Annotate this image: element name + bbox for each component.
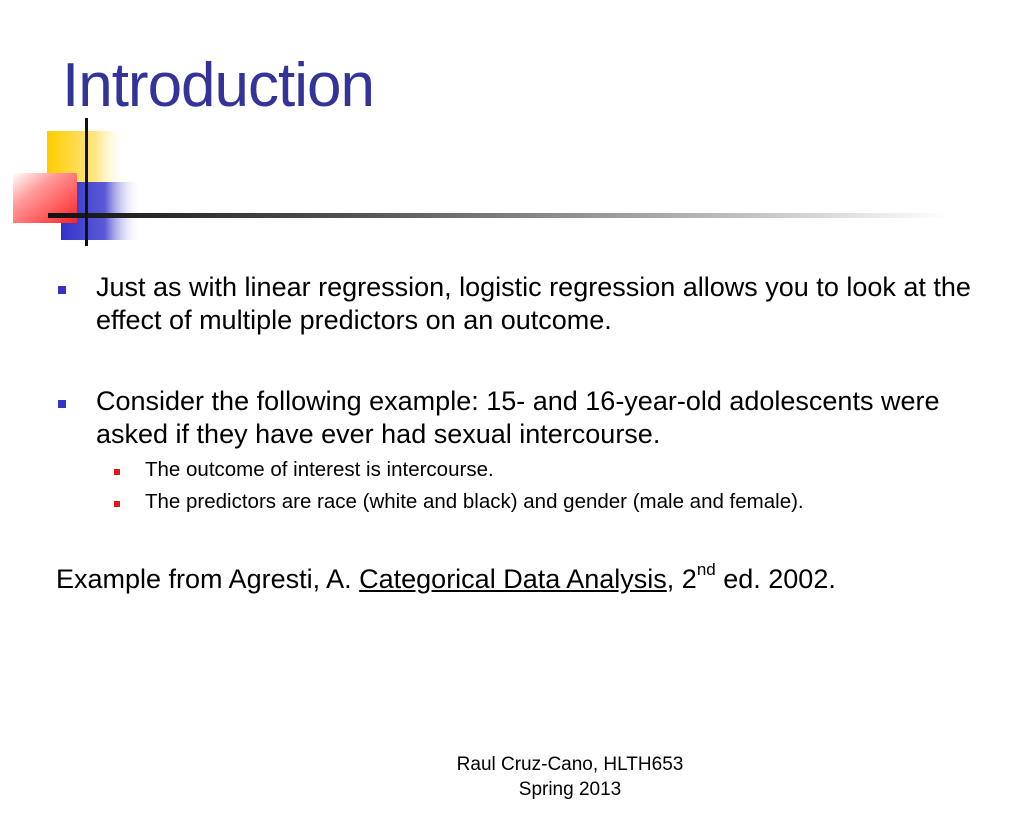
slide-title: Introduction xyxy=(62,51,374,120)
bullet-marker xyxy=(58,286,66,294)
bullet-marker xyxy=(58,400,66,408)
slide-footer xyxy=(420,752,720,802)
citation-edition-superscript: nd xyxy=(696,560,716,579)
footer-author: Raul Cruz-Cano, HLTH653 xyxy=(456,754,684,775)
title-decoration xyxy=(0,0,960,260)
citation xyxy=(56,560,836,596)
bullet-item: Consider the following example: 15- and 16-year-old adolescents were asked if they have ever had sexual intercourse. xyxy=(96,386,940,449)
citation-suffix: ed. 2002. xyxy=(715,564,836,594)
deco-horizontal-line xyxy=(48,213,948,218)
footer-term: Spring 2013 xyxy=(518,779,622,800)
sub-bullet-marker xyxy=(114,501,120,507)
citation-book-title: Categorical Data Analysis xyxy=(359,564,667,594)
sub-bullet-item: The predictors are race (white and black) and gender (male and female). xyxy=(145,490,804,513)
citation-prefix: Example from Agresti, A. xyxy=(56,564,360,594)
citation-edition-number: , 2 xyxy=(666,564,697,594)
deco-vertical-line xyxy=(85,118,88,246)
bullet-item: Just as with linear regression, logistic regression allows you to look at the effect of multiple predictors on an outcome. xyxy=(96,272,971,335)
sub-bullet-marker xyxy=(114,469,120,475)
sub-bullet-item: The outcome of interest is intercourse. xyxy=(145,458,494,481)
